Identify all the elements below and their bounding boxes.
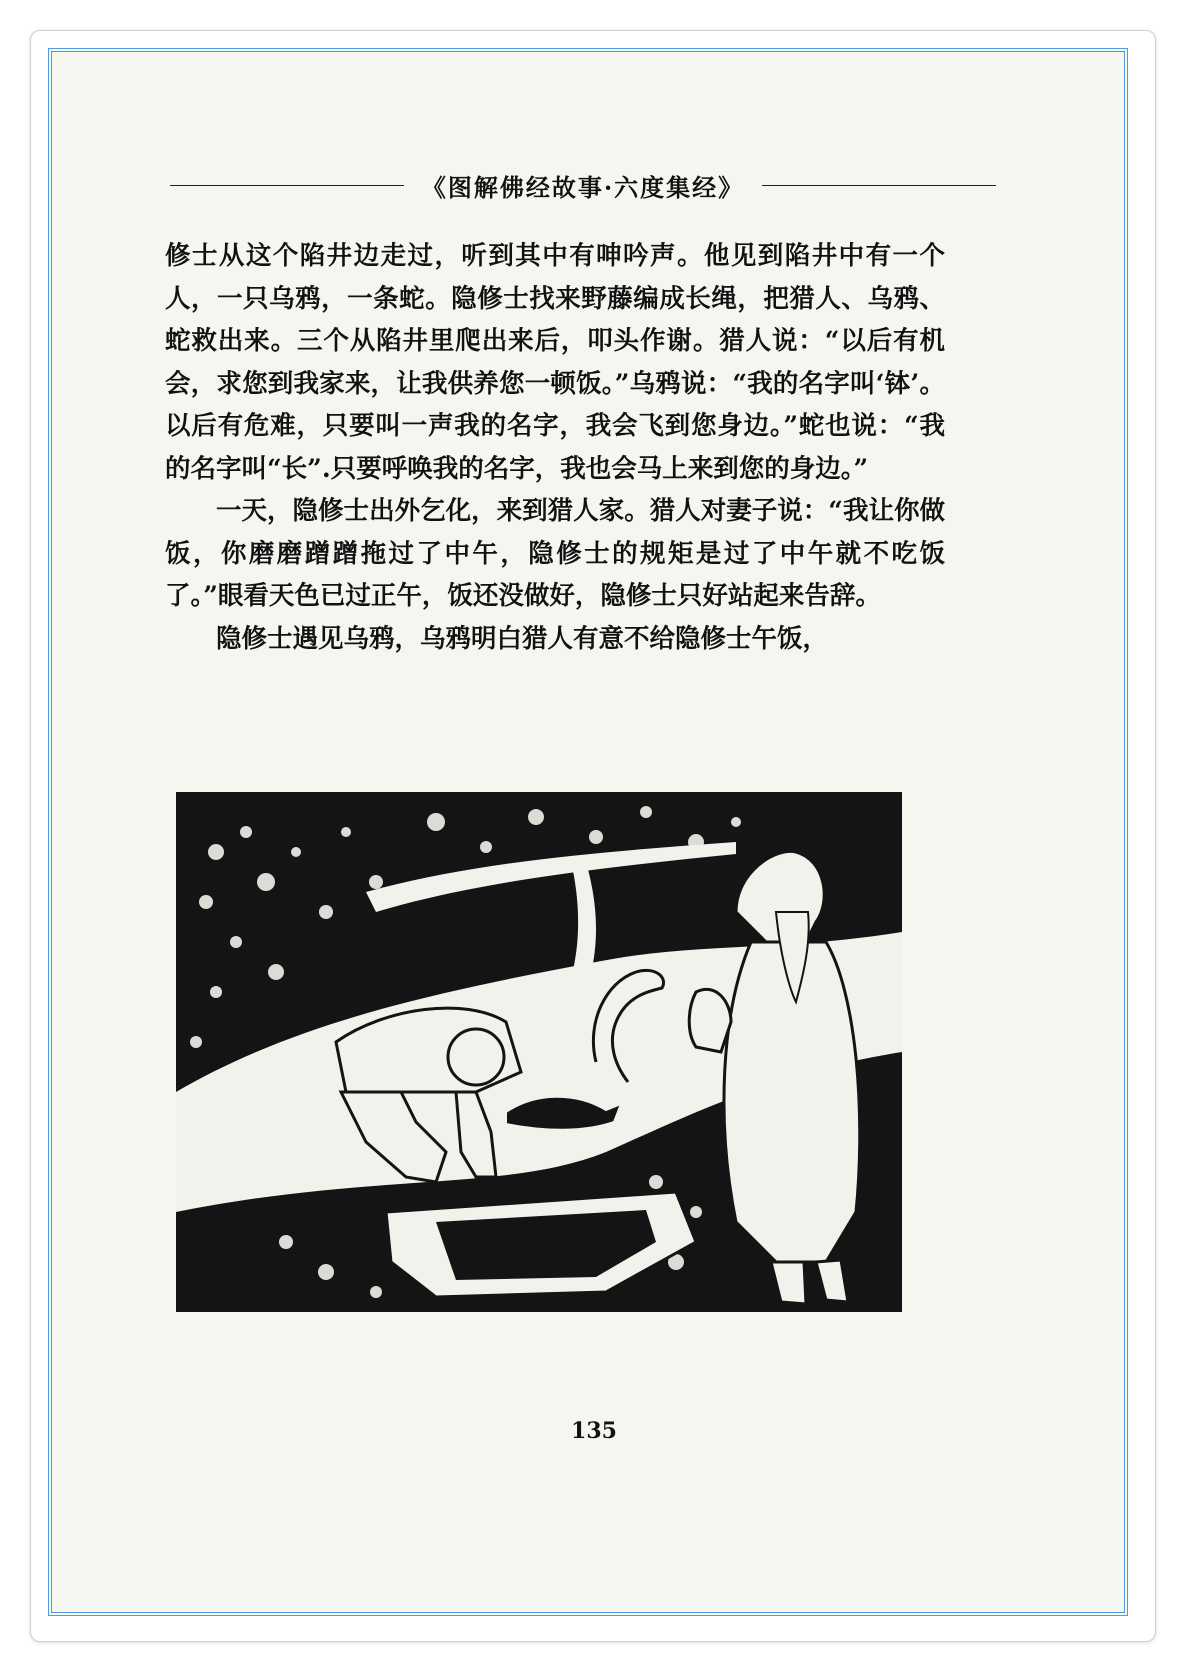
story-illustration (176, 792, 902, 1312)
page-number: 135 (571, 1418, 617, 1444)
illustration-drawing (176, 792, 902, 1312)
header-rule-right (762, 185, 996, 186)
running-header (170, 165, 996, 205)
paragraph-3: 隐修士遇见乌鸦，乌鸦明白猎人有意不给隐修士午饭， (216, 623, 829, 654)
header-rule-left (170, 185, 404, 186)
paragraph-2: 一天，隐修士出外乞化，来到猎人家。猎人对妻子说：“我让你做饭，你磨磨蹭蹭拖过了中午，隐修士的规矩是过了中午就不吃饭了。”眼看天色已过正午，饭还没做好，隐修士只好站起来告辞。 (165, 496, 945, 611)
paragraph-1: 修士从这个陷井边走过，听到其中有呻吟声。他见到陷井中有一个人，一只乌鸦，一条蛇。隐修士找来野藤编成长绳，把猎人、乌鸦、蛇救出来。三个从陷井里爬出来后，叩头作谢。猎人说：“以后有机会，求您到我家来，让我供养您一顿饭。”乌鸦说：“我的名字叫‘钵’。以后有危难，只要叫一声我的名字，我会飞到您身边。”蛇也说：“我的名字叫“长”.只要呼唤我的名字，我也会马上来到您的身边。” (165, 241, 945, 484)
body-text (165, 235, 945, 660)
header-title: 《图解佛经故事·六度集经》 (421, 172, 745, 202)
